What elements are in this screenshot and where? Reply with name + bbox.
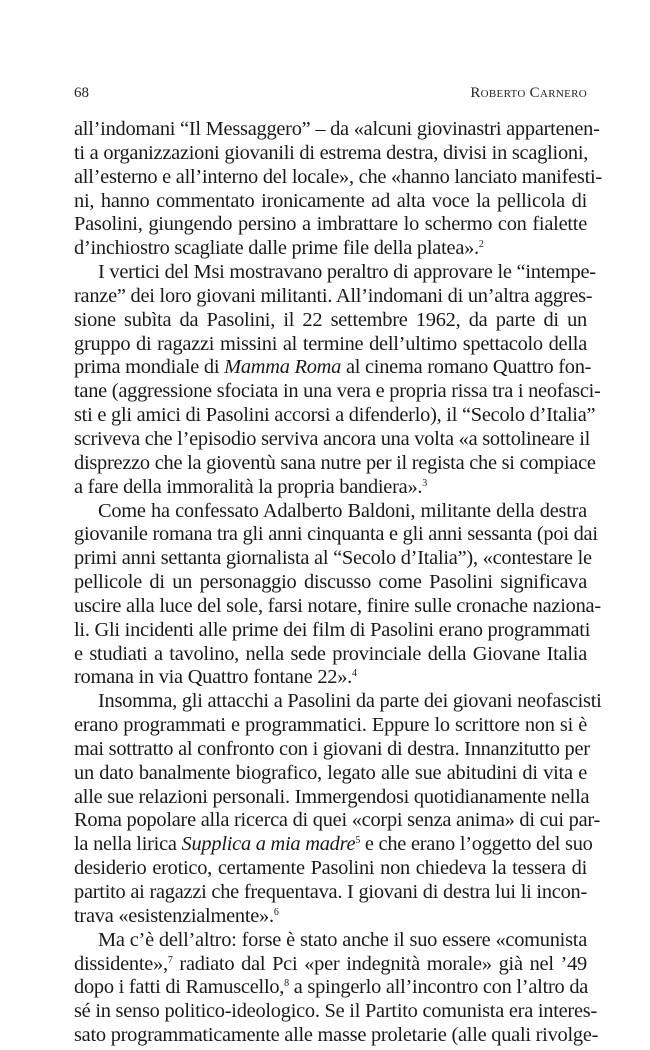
footnote-marker: 7 bbox=[167, 954, 173, 966]
text-fragment: e che erano l’oggetto del suo bbox=[360, 833, 593, 856]
text-line bbox=[74, 953, 587, 977]
text-fragment: trava «esistenzialmente». bbox=[74, 904, 274, 927]
text-fragment: al cinema romano Quattro fon- bbox=[341, 356, 592, 379]
text-line: Come ha confessato Adalberto Baldoni, militante della destra bbox=[98, 499, 587, 522]
text-line: giovanile romana tra gli anni cinquanta e gli anni sessanta (poi dai bbox=[74, 523, 598, 546]
text-line: tane (aggressione sfociata in una vera e propria rissa tra i neofasci- bbox=[74, 380, 601, 403]
text-line: sé in senso politico-ideologico. Se il Partito comunista era interes- bbox=[74, 1000, 597, 1023]
paragraph bbox=[74, 118, 602, 261]
text-line bbox=[74, 666, 587, 690]
text-line: Ma c’è dell’altro: forse è stato anche il suo essere «comunista bbox=[98, 928, 587, 951]
text-fragment: a spingerlo all’incontro con l’altro da bbox=[288, 976, 589, 999]
text-line: e studiati a tavolino, nella sede provinciale della Giovane Italia bbox=[74, 642, 587, 665]
text-line: alle sue relazioni personali. Immergendosi quotidianamente nella bbox=[74, 785, 590, 808]
text-fragment: la nella lirica bbox=[74, 833, 182, 856]
text-line: erano programmati e programmatici. Eppure lo scrittore non si è bbox=[74, 714, 587, 737]
text-line: sato programmaticamente alle masse proletarie (alle quali rivolge- bbox=[74, 1024, 599, 1047]
text-line bbox=[74, 356, 592, 380]
text-fragment: prima mondiale di bbox=[74, 356, 225, 379]
text-line: Roma popolare alla ricerca di quei «corpi senza anima» di cui par- bbox=[74, 809, 601, 832]
running-head-author: Roberto Carnero bbox=[470, 85, 587, 101]
text-line bbox=[74, 976, 587, 1000]
text-fragment: romana in via Quattro fontane 22». bbox=[74, 666, 353, 689]
footnote-marker: 2 bbox=[478, 239, 484, 251]
text-line: li. Gli incidenti alle prime dei film di Pasolini erano programmati bbox=[74, 618, 591, 641]
text-line: uscire alla luce del sole, farsi notare, finire sulle cronache naziona- bbox=[74, 594, 601, 617]
text-line: Pasolini, giungendo persino a imbrattare lo schermo con fialette bbox=[74, 213, 587, 236]
text-fragment: a fare della immoralità la propria bandiera». bbox=[74, 475, 423, 498]
text-line: primi anni settanta giornalista al “Secolo d’Italia”), «contestare le bbox=[74, 547, 592, 570]
text-fragment: dopo i fatti di Ramuscello, bbox=[74, 976, 285, 999]
paragraph bbox=[74, 928, 599, 1048]
film-title: Mamma Roma bbox=[224, 356, 342, 379]
page-number: 68 bbox=[74, 85, 89, 101]
text-line: partito ai ragazzi che frequentava. I giovani di destra lui li incon- bbox=[74, 881, 587, 903]
body-text bbox=[74, 118, 602, 1048]
footnote-marker: 6 bbox=[273, 906, 279, 918]
text-line: ranze” dei loro giovani militanti. All’indomani di un’altra aggres- bbox=[74, 284, 593, 307]
text-line bbox=[74, 833, 593, 857]
paragraph bbox=[74, 499, 601, 691]
text-line: I vertici del Msi mostravano peraltro di approvare le “intempe- bbox=[98, 261, 596, 284]
text-line: pellicole di un personaggio discusso come Pasolini significava bbox=[74, 571, 587, 594]
text-line: Insomma, gli attacchi a Pasolini da parte dei giovani neofascisti bbox=[98, 690, 602, 713]
footnote-marker: 4 bbox=[352, 668, 357, 680]
text-line: sti e gli amici di Pasolini accorsi a difenderlo), il “Secolo d’Italia” bbox=[74, 404, 596, 427]
text-line: ti a organizzazioni giovanili di estrema destra, divisi in scaglioni, bbox=[74, 141, 589, 164]
text-line: mai sottratto al confronto con i giovani di destra. Innanzitutto per bbox=[74, 737, 590, 760]
footnote-marker: 5 bbox=[355, 835, 361, 847]
running-header bbox=[74, 84, 587, 114]
book-page bbox=[74, 84, 602, 1048]
text-line: scriveva che l’episodio serviva ancora una volta «a sottolineare il bbox=[74, 427, 591, 450]
text-line bbox=[74, 237, 587, 261]
text-line: desiderio erotico, certamente Pasolini non chiedeva la tessera di bbox=[74, 857, 587, 880]
text-line: gruppo di ragazzi missini al termine dell’ultimo spettacolo della bbox=[74, 332, 587, 355]
footnote-marker: 8 bbox=[284, 978, 289, 990]
text-line: un dato banalmente biografico, legato alle sue abitudini di vita e bbox=[74, 761, 587, 784]
text-line: disprezzo che la gioventù sana nutre per il regista che si compiace bbox=[74, 451, 596, 474]
text-fragment: d’inchiostro scagliate dalle prime file della platea». bbox=[74, 237, 479, 260]
text-fragment: radiato dal Pci «per indegnità morale» già nel ’49 bbox=[172, 952, 587, 975]
text-line: all’esterno e all’interno del locale», che «hanno lanciato manifesti- bbox=[74, 165, 602, 188]
footnote-marker: 3 bbox=[422, 477, 427, 489]
text-line bbox=[74, 905, 587, 929]
text-fragment: dissidente», bbox=[74, 952, 168, 975]
text-line: all’indomani “Il Messaggero” – da «alcuni giovinastri appartenen- bbox=[74, 118, 600, 140]
paragraph bbox=[74, 261, 601, 499]
text-line: sione subìta da Pasolini, il 22 settembre 1962, da parte di un bbox=[74, 308, 587, 331]
paragraph bbox=[74, 690, 602, 928]
poem-title: Supplica a mia madre bbox=[181, 833, 356, 856]
text-line bbox=[74, 476, 587, 500]
text-line: ni, hanno commentato ironicamente ad alta voce la pellicola di bbox=[74, 189, 587, 212]
